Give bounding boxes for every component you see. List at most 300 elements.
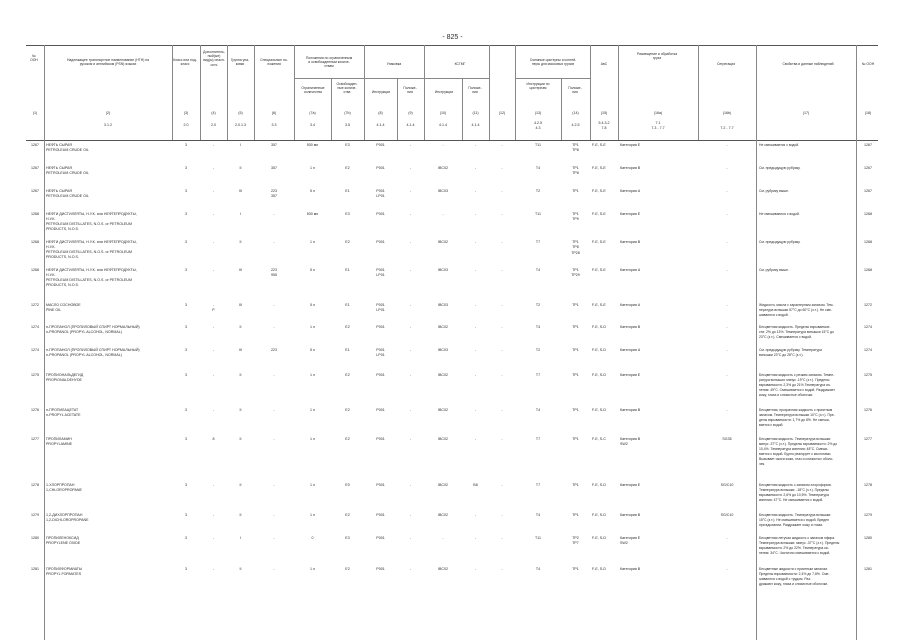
ref-subsidiary: 2.0 bbox=[211, 123, 216, 127]
ibc-instruction: - bbox=[442, 536, 444, 540]
segregation: - bbox=[726, 303, 728, 307]
subsidiary-risk: - bbox=[212, 408, 215, 412]
column-number: (7b) bbox=[344, 111, 351, 115]
limited-quantity: 500 мл bbox=[306, 212, 319, 216]
substance-name: МАСЛО СОСНОВОЕ PINE OIL bbox=[46, 303, 81, 313]
substance-name: н-ПРОПАНОЛ (ПРОПИЛОВЫЙ СПИРТ НОРМАЛЬНЫЙ) n-PROPANOL (PROPYL ALCOHOL, NORMAL) bbox=[46, 325, 140, 335]
ibc-provision: - bbox=[474, 303, 477, 307]
special-provisions: 357 bbox=[271, 143, 277, 147]
substance-name: н-ПРОПИЛАЦЕТАТ n-PROPYL ACETATE bbox=[46, 408, 81, 418]
segregation: - bbox=[726, 166, 728, 170]
un-number-right: 1274 bbox=[864, 348, 872, 352]
packing-instruction: P001 bbox=[376, 143, 385, 147]
special-provisions: - bbox=[273, 408, 275, 412]
tank-instruction: T2 bbox=[535, 348, 541, 352]
ems-code: F-E, S-D bbox=[592, 536, 606, 540]
limited-quantity: 1 л bbox=[309, 325, 316, 329]
un-number-right: 1275 bbox=[864, 373, 872, 377]
ibc-instruction: IBC02 bbox=[438, 325, 448, 329]
segregation: SG/C10 bbox=[720, 513, 734, 517]
segregation: - bbox=[726, 536, 728, 540]
packing-instruction: P001 bbox=[376, 166, 385, 170]
column-number: (7a) bbox=[309, 111, 316, 115]
col-12: - bbox=[501, 408, 503, 412]
column-number: (18) bbox=[864, 111, 872, 115]
header-un-number-right: № ООН bbox=[861, 62, 875, 66]
stowage: Категория A bbox=[620, 348, 641, 352]
substance-name: 1,2-ДИХЛОРПРОПАН 1,2-DICHLOROPROPANE bbox=[46, 513, 89, 523]
segregation: SG/C10 bbox=[720, 483, 734, 487]
subsidiary-risk: - bbox=[212, 212, 215, 216]
un-number-right: 1274 bbox=[864, 325, 872, 329]
ibc-provision: - bbox=[474, 567, 477, 571]
properties: См. предыдущую рубрику. bbox=[759, 166, 801, 170]
excepted-quantity: E2 bbox=[345, 240, 350, 244]
un-number: 1267 bbox=[31, 166, 39, 170]
un-number: 1278 bbox=[31, 483, 39, 487]
tank-instruction: T11 bbox=[535, 212, 541, 216]
excepted-quantity: E2 bbox=[345, 408, 350, 412]
tank-provision: TP1 bbox=[572, 189, 579, 193]
packing-provision: - bbox=[409, 483, 412, 487]
packing-instruction: P001 bbox=[376, 373, 385, 377]
header-divider bbox=[397, 78, 398, 140]
un-number: 1281 bbox=[31, 567, 39, 571]
class: 3 bbox=[185, 536, 187, 540]
ibc-instruction: - bbox=[442, 212, 444, 216]
segregation: - bbox=[726, 348, 728, 352]
header-packing: Упаковка bbox=[386, 62, 402, 66]
column-number: (16b) bbox=[722, 111, 732, 115]
header-properties: Свойства и данные наблюдений bbox=[782, 62, 834, 66]
packing-instruction: P001 LP01 bbox=[376, 189, 385, 199]
ref-stow: 7.1 7.3 - 7.7 bbox=[651, 121, 665, 131]
class: 3 bbox=[185, 166, 187, 170]
header-stowage: Размещение и обработка груза bbox=[636, 52, 678, 61]
ibc-instruction: IBC03 bbox=[438, 268, 448, 272]
tank-instruction: T7 bbox=[535, 373, 541, 377]
ems-code: F-E, S-D bbox=[592, 567, 606, 571]
special-provisions: 223 bbox=[271, 348, 277, 352]
tank-provision: TP1 TP8 TP28 bbox=[571, 240, 580, 255]
packing-provision: - bbox=[409, 513, 412, 517]
packing-group: I bbox=[240, 212, 241, 216]
packing-instruction: P001 bbox=[376, 240, 385, 244]
tank-instruction: T4 bbox=[535, 166, 541, 170]
un-number-right: 1268 bbox=[864, 212, 872, 216]
special-provisions: - bbox=[273, 303, 275, 307]
tank-instruction: T7 bbox=[535, 240, 541, 244]
header-limited-b: Освобожден- ные количе- ства bbox=[336, 82, 358, 95]
limited-quantity: 1 л bbox=[309, 166, 316, 170]
header-divider bbox=[462, 78, 463, 140]
packing-provision: - bbox=[409, 408, 412, 412]
segregation: - bbox=[726, 189, 728, 193]
column-number: (12) bbox=[498, 111, 506, 115]
packing-instruction: P001 LP01 bbox=[376, 268, 385, 278]
limited-quantity: 1 л bbox=[309, 437, 316, 441]
class: 3 bbox=[185, 212, 187, 216]
ref-tankp: 4.2.5 bbox=[571, 123, 580, 127]
un-number: 1274 bbox=[31, 325, 39, 329]
tank-provision: TP1 bbox=[572, 437, 579, 441]
excepted-quantity: E1 bbox=[345, 303, 350, 307]
properties: Бесцветные жидкости с приятным запахом. Пределы взрываемости: 2,4% до 7,8%. Сме- шиваются с водой с трудом. Раз- дражают кожу, глаза и слизистые оболочки. bbox=[759, 567, 830, 587]
packing-group: III bbox=[239, 348, 242, 352]
stowage: Категория B bbox=[620, 567, 641, 571]
packing-group: II bbox=[239, 373, 242, 377]
packing-provision: - bbox=[409, 166, 412, 170]
substance-name: ПРОПИЛЕНОКСИД PROPYLENE OXIDE bbox=[46, 536, 81, 546]
limited-quantity: 5 л bbox=[309, 348, 316, 352]
header-divider bbox=[561, 78, 562, 140]
tank-provision: TP1 TP29 bbox=[571, 268, 580, 278]
class: 3 bbox=[185, 373, 187, 377]
subsidiary-risk: 8 bbox=[212, 437, 215, 441]
packing-group: II bbox=[239, 325, 242, 329]
packing-instruction: P001 bbox=[376, 212, 385, 216]
un-number: 1274 bbox=[31, 348, 39, 352]
ems-code: F-E, S-C bbox=[592, 437, 606, 441]
col-12: - bbox=[501, 437, 503, 441]
packing-instruction: P001 bbox=[376, 536, 385, 540]
subsidiary-risk: - bbox=[212, 143, 215, 147]
tank-instruction: T4 bbox=[535, 408, 541, 412]
stowage: Категория B bbox=[620, 240, 641, 244]
substance-name: НЕФТИ ДИСТИЛЛЯТЫ, Н.У.К. или НЕФТЕПРОДУКТЫ, Н.У.К. PETROLEUM DISTILLATES, N.O.S. or PETROLEUM PRODUCTS, N.O.S. bbox=[46, 240, 137, 260]
substance-name: ПРОПИОНАЛЬДЕГИД PROPIONALDEHYDE bbox=[46, 373, 84, 383]
un-number: 1267 bbox=[31, 189, 39, 193]
col-12: - bbox=[501, 348, 503, 352]
special-provisions: - bbox=[273, 437, 275, 441]
packing-instruction: P001 bbox=[376, 437, 385, 441]
col-12: - bbox=[501, 536, 503, 540]
ibc-instruction: IBC03 bbox=[438, 303, 448, 307]
limited-quantity: 0 bbox=[311, 536, 314, 540]
ibc-instruction: IBC02 bbox=[438, 408, 448, 412]
special-provisions: - bbox=[273, 212, 275, 216]
ibc-provision: - bbox=[474, 536, 477, 540]
header-packing-group: Группа упа- ковки bbox=[230, 58, 250, 67]
segregation: - bbox=[726, 240, 728, 244]
column-number: (2) bbox=[105, 111, 111, 115]
subsidiary-risk: - bbox=[212, 567, 215, 571]
ibc-provision: - bbox=[474, 212, 477, 216]
un-number-right: 1267 bbox=[864, 189, 872, 193]
substance-name: НЕФТИ ДИСТИЛЛЯТЫ, Н.У.К. или НЕФТЕПРОДУКТЫ, Н.У.К. PETROLEUM DISTILLATES, N.O.S. or PETROLEUM PRODUCTS, N.O.S. bbox=[46, 268, 137, 288]
subsidiary-risk: - bbox=[212, 373, 215, 377]
stowage: Категория E SW2 bbox=[620, 536, 641, 546]
ems-code: F-E, S-E bbox=[592, 143, 606, 147]
col-12: - bbox=[501, 373, 503, 377]
limited-quantity: 5 л bbox=[309, 189, 316, 193]
packing-provision: - bbox=[409, 303, 412, 307]
tank-provision: TP1 bbox=[572, 513, 579, 517]
segregation: - bbox=[726, 408, 728, 412]
limited-quantity: 5 л bbox=[309, 268, 316, 272]
ref-pp: 4.1.4 bbox=[406, 123, 415, 127]
column-number: (17) bbox=[802, 111, 810, 115]
ref-ibcp: 4.1.4 bbox=[471, 123, 480, 127]
tank-provision: TP2 TP7 bbox=[572, 536, 579, 546]
header-tanks: Съемные цистерны и контей- неры для массовых грузов bbox=[529, 58, 577, 67]
class: 3 bbox=[185, 567, 187, 571]
class: 3 bbox=[185, 325, 187, 329]
un-number-right: 1276 bbox=[864, 408, 872, 412]
substance-name: 1-ХЛОРПРОПАН 1-CHLOROPROPANE bbox=[46, 483, 82, 493]
limited-quantity: 5 л bbox=[309, 303, 316, 307]
un-number-right: 1268 bbox=[864, 240, 872, 244]
limited-quantity: 500 мл bbox=[306, 143, 319, 147]
ibc-instruction: IBC02 bbox=[438, 483, 448, 487]
column-number: (10) bbox=[439, 111, 447, 115]
ibc-provision: - bbox=[474, 166, 477, 170]
ibc-instruction: IBC02 bbox=[438, 567, 448, 571]
packing-provision: - bbox=[409, 240, 412, 244]
tank-instruction: T2 bbox=[535, 189, 541, 193]
stowage: Категория B bbox=[620, 408, 641, 412]
un-number: 1277 bbox=[31, 437, 39, 441]
ref-class: 2.0 bbox=[183, 123, 189, 127]
excepted-quantity: E2 bbox=[345, 373, 350, 377]
subsidiary-risk: - P bbox=[212, 303, 215, 313]
special-provisions: - bbox=[273, 240, 275, 244]
un-number: 1268 bbox=[31, 212, 39, 216]
packing-provision: - bbox=[409, 536, 412, 540]
substance-name: н-ПРОПАНОЛ (ПРОПИЛОВЫЙ СПИРТ НОРМАЛЬНЫЙ) n-PROPANOL (PROPYL ALCOHOL, NORMAL) bbox=[46, 348, 140, 358]
header-ibc: КСГМГ bbox=[454, 62, 466, 66]
ibc-instruction: IBC03 bbox=[438, 348, 448, 352]
limited-quantity: 1 л bbox=[309, 240, 316, 244]
ems-code: F-E, S-D bbox=[592, 348, 606, 352]
ref-ems: 5.4.3.2 7.8 bbox=[598, 121, 610, 131]
segregation: SG35 bbox=[722, 437, 732, 441]
ibc-provision: - bbox=[474, 437, 477, 441]
un-number-right: 1267 bbox=[864, 143, 872, 147]
packing-instruction: P001 bbox=[376, 483, 385, 487]
col-12: - bbox=[501, 567, 503, 571]
column-number: (5) bbox=[238, 111, 243, 115]
tank-instruction: T4 bbox=[535, 513, 541, 517]
packing-group: II bbox=[239, 567, 242, 571]
packing-group: II bbox=[239, 408, 242, 412]
col-12: - bbox=[501, 325, 503, 329]
class: 3 bbox=[185, 437, 187, 441]
segregation: - bbox=[726, 212, 728, 216]
packing-provision: - bbox=[409, 189, 412, 193]
special-provisions: - bbox=[273, 325, 275, 329]
col-12: - bbox=[501, 166, 503, 170]
properties: Бесцветная жидкость. Пределы взрываемое- сти: 2% до 13%. Температура вспышки 15°C до 23°C (з.т.). Смешивается с водой. bbox=[759, 325, 834, 340]
header-packing-b: Положе- ния bbox=[403, 86, 417, 95]
column-number: (8) bbox=[378, 111, 383, 115]
subsidiary-risk: - bbox=[212, 513, 215, 517]
body-divider bbox=[44, 140, 45, 640]
ibc-instruction: IBC02 bbox=[438, 166, 448, 170]
packing-instruction: P001 bbox=[376, 408, 385, 412]
special-provisions: - bbox=[273, 536, 275, 540]
properties: Жидкости, масла с характерным запахом. Тем- пература вспышки 57°C до 60°C (з.т.). Не сме- шиваются с водой. bbox=[759, 303, 834, 318]
header-divider bbox=[856, 45, 857, 140]
subsidiary-risk: - bbox=[212, 325, 215, 329]
ibc-provision: - bbox=[474, 143, 477, 147]
segregation: - bbox=[726, 373, 728, 377]
packing-instruction: P001 bbox=[376, 325, 385, 329]
stowage: Категория A bbox=[620, 303, 641, 307]
special-provisions: 357 bbox=[271, 166, 277, 170]
packing-provision: - bbox=[409, 373, 412, 377]
packing-group: III bbox=[239, 189, 242, 193]
tank-instruction: T4 bbox=[535, 567, 541, 571]
ibc-instruction: IBC03 bbox=[438, 189, 448, 193]
tank-instruction: T4 bbox=[535, 325, 541, 329]
col-12: - bbox=[501, 212, 503, 216]
column-number: (13) bbox=[534, 111, 542, 115]
ref-tank: 4.2.5 4.3 bbox=[534, 121, 542, 131]
header-packing-a: Инструкции bbox=[371, 90, 391, 94]
substance-name: НЕФТЬ СЫРАЯ PETROLEUM CRUDE OIL bbox=[46, 143, 89, 153]
properties: Бесцветная жидкость с запахом хлороформа. Температура вспышки: -18°C (з.т.). Пределы взрываемости: 2,6% до 10,5%. Температура кипения: 47°C. Не смешивается с водой. bbox=[759, 483, 832, 503]
properties: См. рубрику выше. bbox=[759, 189, 789, 193]
properties: Бесцветная жидкость с резким запахом. Темпе- ратура вспышки: минус -19°C (з.т.). Пределы взрываемости: 2,3% до 21%.Температура ки- пения: 49°C. Смешивается с водой. Раздражает кожу, глаза и слизистые оболочки. bbox=[759, 373, 835, 398]
stowage: Категория B SW2 bbox=[620, 437, 641, 447]
col-12: - bbox=[501, 303, 503, 307]
limited-quantity: 1 л bbox=[309, 408, 316, 412]
tank-instruction: T7 bbox=[535, 483, 541, 487]
un-number-right: 1272 bbox=[864, 303, 872, 307]
packing-group: III bbox=[239, 268, 242, 272]
ibc-provision: B8 bbox=[473, 483, 478, 487]
un-number: 1276 bbox=[31, 408, 39, 412]
header-class: Класс или под- класс bbox=[173, 58, 197, 67]
un-number-right: 1277 bbox=[864, 437, 872, 441]
ems-code: F-E, S-E bbox=[592, 189, 606, 193]
substance-name: НЕФТЬ СЫРАЯ PETROLEUM CRUDE OIL bbox=[46, 166, 89, 176]
packing-group: II bbox=[239, 240, 242, 244]
special-provisions: - bbox=[273, 483, 275, 487]
ems-code: F-E, S-E bbox=[592, 268, 606, 272]
header-subrule bbox=[515, 78, 590, 79]
ref-ibc: 4.1.4 bbox=[439, 123, 447, 127]
subsidiary-risk: - bbox=[212, 240, 215, 244]
ref-pg: 2.0.1.3 bbox=[235, 123, 246, 127]
header-bottom-rule bbox=[26, 140, 878, 141]
ibc-provision: - bbox=[474, 325, 477, 329]
ref-eq: 3.5 bbox=[345, 123, 350, 127]
tank-instruction: T4 bbox=[535, 268, 541, 272]
header-subrule bbox=[294, 78, 364, 79]
un-number: 1280 bbox=[31, 536, 39, 540]
ems-code: F-E, S-D bbox=[592, 325, 606, 329]
special-provisions: 223 357 bbox=[271, 189, 277, 199]
packing-provision: - bbox=[409, 437, 412, 441]
tank-provision: TP1 bbox=[572, 373, 579, 377]
special-provisions: - bbox=[273, 373, 275, 377]
properties: Бесцветная жидкость. Температура вспышки: минус -37°C (з.т.). Пределы взрываемости: 2% до 10,4%. Температура кипения: 48°C. Смеши- вается с водой. Бурно реагирует с кислотами. Вызывает ожоги кожи, глаз и слизистых оболо- чек. bbox=[759, 437, 838, 467]
un-number: 1268 bbox=[31, 268, 39, 272]
ibc-instruction: IBC02 bbox=[438, 437, 448, 441]
ems-code: F-E, S-E bbox=[592, 166, 606, 170]
body-divider bbox=[856, 140, 857, 640]
header-limited-quantities: Положения по ограниченным и освобожденным количе- ствам bbox=[305, 56, 353, 69]
column-number: (11) bbox=[472, 111, 479, 115]
ems-code: F-E, S-E bbox=[592, 240, 606, 244]
header-special-provisions: Специальные по- ложения bbox=[260, 58, 288, 67]
substance-name: ПРОПИЛФОРМИАТЫ PROPYL FORMATES bbox=[46, 567, 83, 577]
ref-seg: 7.2 - 7.7 bbox=[720, 126, 734, 130]
col-12: - bbox=[501, 483, 503, 487]
packing-provision: - bbox=[409, 212, 412, 216]
packing-provision: - bbox=[409, 143, 412, 147]
packing-instruction: P001 bbox=[376, 567, 385, 571]
packing-provision: - bbox=[409, 268, 412, 272]
header-segregation: Сегрегация bbox=[716, 62, 736, 66]
header-ibc-a: Инструкции bbox=[434, 90, 454, 94]
substance-name: НЕФТЬ СЫРАЯ PETROLEUM CRUDE OIL bbox=[46, 189, 89, 199]
special-provisions: - bbox=[273, 567, 275, 571]
tank-provision: TP1 TP8 bbox=[572, 166, 579, 176]
tank-instruction: T11 bbox=[535, 143, 541, 147]
properties: Не смешиваются с водой. bbox=[759, 212, 800, 216]
packing-group: II bbox=[239, 483, 242, 487]
packing-group: I bbox=[240, 536, 241, 540]
ems-code: F-E, S-E bbox=[592, 303, 606, 307]
ibc-provision: - bbox=[474, 268, 477, 272]
stowage: Категория A bbox=[620, 268, 641, 272]
ibc-instruction: IBC02 bbox=[438, 373, 448, 377]
ibc-instruction: IBC02 bbox=[438, 240, 448, 244]
subsidiary-risk: - bbox=[212, 483, 215, 487]
ibc-provision: - bbox=[474, 513, 477, 517]
stowage: Категория E bbox=[620, 212, 641, 216]
limited-quantity: 1 л bbox=[309, 373, 316, 377]
column-number: (1) bbox=[32, 111, 38, 115]
col-12: - bbox=[501, 513, 503, 517]
segregation: - bbox=[726, 143, 728, 147]
tank-instruction: T2 bbox=[535, 303, 541, 307]
substance-name: ПРОПИЛАМИН PROPYLAMINE bbox=[46, 437, 72, 447]
page-number: - 825 - bbox=[442, 34, 463, 41]
header-divider bbox=[331, 78, 332, 140]
column-number: (4) bbox=[211, 111, 216, 115]
header-tanks-b: Положе- ния bbox=[568, 86, 582, 95]
stowage: Категория B bbox=[620, 166, 641, 170]
excepted-quantity: E3 bbox=[345, 143, 350, 147]
properties: См. рубрику выше. bbox=[759, 268, 789, 272]
segregation: - bbox=[726, 268, 728, 272]
col-12: - bbox=[501, 189, 503, 193]
limited-quantity: 1 л bbox=[309, 483, 316, 487]
un-number: 1272 bbox=[31, 303, 39, 307]
ibc-instruction: - bbox=[442, 143, 444, 147]
stowage: Категория E bbox=[620, 483, 641, 487]
ref-sp: 3.3 bbox=[271, 123, 277, 127]
excepted-quantity: E2 bbox=[345, 513, 350, 517]
column-number: (9) bbox=[408, 111, 413, 115]
ref-name: 3.1.2 bbox=[104, 123, 112, 127]
column-number: (15) bbox=[600, 111, 608, 115]
ibc-provision: - bbox=[474, 348, 477, 352]
packing-group: II bbox=[239, 166, 242, 170]
packing-group: I bbox=[240, 143, 241, 147]
col-12: - bbox=[501, 240, 503, 244]
excepted-quantity: E2 bbox=[345, 567, 350, 571]
tank-provision: TP1 bbox=[572, 325, 579, 329]
tank-provision: TP1 bbox=[572, 408, 579, 412]
packing-provision: - bbox=[409, 348, 412, 352]
class: 3 bbox=[185, 348, 187, 352]
column-number: (3) bbox=[183, 111, 189, 115]
